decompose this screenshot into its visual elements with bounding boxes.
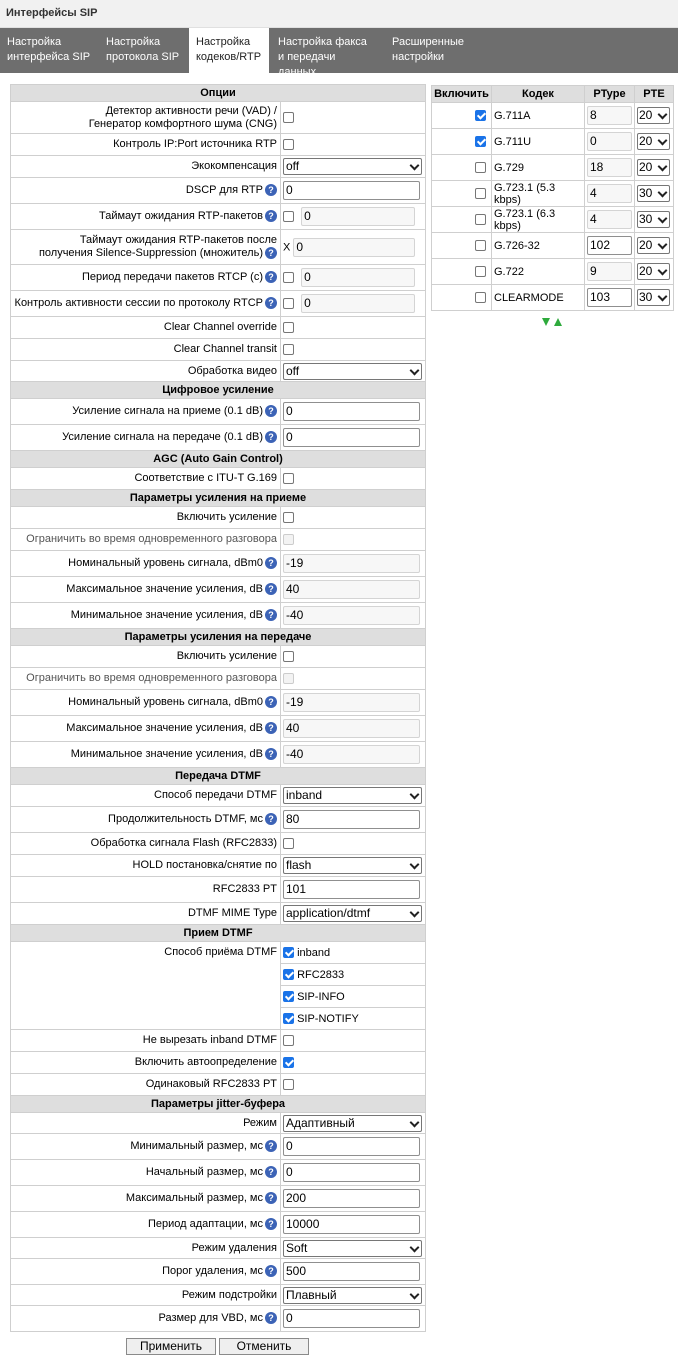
tx-min-label: Минимальное значение усиления, dB ? (11, 742, 281, 768)
echo-select[interactable]: off (283, 158, 422, 175)
no-cut-checkbox[interactable] (283, 1035, 294, 1046)
vbd-input[interactable]: 0 (283, 1309, 420, 1328)
digital-gain-header: Цифровое усиление (11, 382, 426, 399)
chevron-down-icon (658, 188, 668, 198)
rx-rfc2833-label: RFC2833 (297, 968, 345, 981)
rtcp-control-checkbox[interactable] (283, 298, 294, 309)
codec-pte-select[interactable]: 20 (637, 237, 670, 254)
video-select[interactable]: off (283, 363, 422, 380)
tab-advanced[interactable]: Расширенные настройки (392, 36, 464, 63)
agc-header: AGC (Auto Gain Control) (11, 451, 426, 468)
del-mode-label: Режим удаления (11, 1238, 281, 1259)
dtmf-method-label: Способ передачи DTMF (11, 785, 281, 807)
help-icon[interactable]: ? (265, 297, 277, 309)
codec-ptype-input[interactable]: 102 (587, 236, 632, 255)
jitter-mode-select[interactable]: Адаптивный (283, 1115, 422, 1132)
g169-label: Соответствие с ITU-T G.169 (11, 468, 281, 490)
jitter-adapt-label: Период адаптации, мс ? (11, 1212, 281, 1238)
rx-inband-label: inband (297, 946, 331, 959)
codec-pte-select[interactable]: 20 (637, 159, 670, 176)
rx-sipinfo-checkbox[interactable] (283, 991, 294, 1002)
chevron-down-icon (410, 1289, 420, 1299)
tx-nominal-input[interactable]: -19 (283, 693, 420, 712)
rx-sipinfo-label: SIP-INFO (297, 990, 345, 1003)
jitter-max-input[interactable]: 200 (283, 1189, 420, 1208)
codec-enable-checkbox[interactable] (475, 240, 486, 251)
cc-override-checkbox[interactable] (283, 322, 294, 333)
ipport-checkbox[interactable] (283, 139, 294, 150)
rtcp-period-input[interactable]: 0 (301, 268, 415, 287)
ipport-label: Контроль IP:Port источника RTP (11, 134, 281, 156)
apply-button[interactable]: Применить (126, 1338, 216, 1355)
tab-codecs-rtp[interactable]: Настройка кодеков/RTP (189, 28, 269, 73)
mime-label: DTMF MIME Type (11, 903, 281, 925)
rx-max-input[interactable]: 40 (283, 580, 420, 599)
chevron-down-icon (410, 161, 420, 171)
jitter-max-label: Максимальный размер, мс ? (11, 1186, 281, 1212)
mime-select[interactable]: application/dtmf (283, 905, 422, 922)
codec-ptype-input[interactable]: 8 (587, 106, 632, 125)
tx-limit-checkbox[interactable] (283, 673, 294, 684)
dscp-input[interactable]: 0 (283, 181, 420, 200)
codec-pte-select[interactable]: 30 (637, 211, 670, 228)
rx-inband-checkbox[interactable] (283, 947, 294, 958)
chevron-down-icon (410, 790, 420, 800)
codec-row (432, 259, 674, 285)
window-titlebar (0, 0, 678, 28)
help-icon[interactable]: ? (265, 1218, 277, 1230)
chevron-down-icon (658, 240, 668, 250)
help-icon[interactable]: ? (265, 696, 277, 708)
dtmf-tx-header: Передача DTMF (11, 768, 426, 785)
codec-name: G.726-32 (494, 239, 540, 252)
dtmf-rx-method-label: Способ приёма DTMF (11, 942, 281, 1030)
ss-timeout-label: Таймаут ожидания RTP-пакетов после получения Silence-Suppression (множитель) ? (11, 230, 281, 265)
tab-bar (0, 28, 678, 78)
del-mode-select[interactable]: Soft (283, 1240, 422, 1257)
jitter-min-input[interactable]: 0 (283, 1137, 420, 1156)
options-table (10, 84, 426, 1332)
help-icon[interactable]: ? (265, 247, 277, 259)
cc-override-label: Clear Channel override (11, 317, 281, 339)
codec-ptype-input[interactable]: 0 (587, 132, 632, 151)
col-enable: Включить (432, 86, 492, 103)
help-icon[interactable]: ? (265, 431, 277, 443)
tx-enable-label: Включить усиление (11, 646, 281, 668)
cc-transit-label: Clear Channel transit (11, 339, 281, 361)
codec-ptype-input[interactable]: 103 (587, 288, 632, 307)
codec-ptype-input[interactable]: 4 (587, 210, 632, 229)
help-icon[interactable]: ? (265, 184, 277, 196)
rx-limit-label: Ограничить во время одновременного разговора (11, 529, 281, 551)
rx-nominal-label: Номинальный уровень сигнала, dBm0 ? (11, 551, 281, 577)
chevron-down-icon (658, 266, 668, 276)
chevron-down-icon (410, 1117, 420, 1127)
rtcp-control-label: Контроль активности сессии по протоколу RTCP ? (11, 291, 281, 317)
jitter-init-input[interactable]: 0 (283, 1163, 420, 1182)
tx-limit-label: Ограничить во время одновременного разговора (11, 668, 281, 690)
help-icon[interactable]: ? (265, 1265, 277, 1277)
cc-transit-checkbox[interactable] (283, 344, 294, 355)
rx-min-label: Минимальное значение усиления, dB ? (11, 603, 281, 629)
codec-row (432, 155, 674, 181)
vad-checkbox[interactable] (283, 112, 294, 123)
rfc2833-pt-input[interactable]: 101 (283, 880, 420, 899)
rtp-timeout-input[interactable]: 0 (301, 207, 415, 226)
dtmf-method-select[interactable]: inband (283, 787, 422, 804)
codec-enable-checkbox[interactable] (475, 214, 486, 225)
codec-pte-select[interactable]: 20 (637, 133, 670, 150)
same-pt-label: Одинаковый RFC2833 PT (11, 1074, 281, 1096)
dtmf-duration-input[interactable]: 80 (283, 810, 420, 829)
chevron-down-icon (658, 136, 668, 146)
chevron-down-icon (410, 1242, 420, 1252)
help-icon[interactable]: ? (265, 1140, 277, 1152)
col-ptype: PType (585, 86, 635, 103)
rtcp-period-checkbox[interactable] (283, 272, 294, 283)
help-icon[interactable]: ? (265, 813, 277, 825)
codec-row (432, 207, 674, 233)
rx-nominal-input[interactable]: -19 (283, 554, 420, 573)
codec-row (432, 233, 674, 259)
ss-prefix: X (283, 240, 291, 253)
rfc2833-pt-label: RFC2833 PT (11, 877, 281, 903)
tx-gain-label: Усиление сигнала на передаче (0.1 dB) ? (11, 425, 281, 451)
no-cut-label: Не вырезать inband DTMF (11, 1030, 281, 1052)
rx-sipnotify-label: SIP-NOTIFY (297, 1012, 359, 1025)
codec-enable-checkbox[interactable] (475, 188, 486, 199)
help-icon[interactable]: ? (265, 583, 277, 595)
hold-select[interactable]: flash (283, 857, 422, 874)
codec-row (432, 129, 674, 155)
jitter-header: Параметры jitter-буфера (11, 1096, 426, 1113)
hold-label: HOLD постановка/снятие по (11, 855, 281, 877)
chevron-down-icon (658, 214, 668, 224)
chevron-down-icon (410, 860, 420, 870)
echo-label: Экокомпенсация (11, 156, 281, 178)
rx-gain-label: Усиление сигнала на приеме (0.1 dB) ? (11, 399, 281, 425)
tx-nominal-label: Номинальный уровень сигнала, dBm0 ? (11, 690, 281, 716)
jitter-min-label: Минимальный размер, мс ? (11, 1134, 281, 1160)
tx-enable-checkbox[interactable] (283, 651, 294, 662)
codec-name: G.722 (494, 265, 524, 278)
jitter-init-label: Начальный размер, мс ? (11, 1160, 281, 1186)
codecs-table (431, 85, 674, 311)
codec-pte-select[interactable]: 20 (637, 263, 670, 280)
rtcp-control-input[interactable]: 0 (301, 294, 415, 313)
g169-checkbox[interactable] (283, 473, 294, 484)
help-icon[interactable]: ? (265, 557, 277, 569)
rx-max-label: Максимальное значение усиления, dB ? (11, 577, 281, 603)
rx-gain-params-header: Параметры усиления на приеме (11, 490, 426, 507)
cancel-button[interactable]: Отменить (219, 1338, 309, 1355)
codec-pte-select[interactable]: 30 (637, 185, 670, 202)
codec-name: G.723.1 (6.3 kbps) (494, 207, 556, 232)
tab-sip-interface[interactable]: Настройка интерфейса SIP (7, 36, 91, 63)
same-pt-checkbox[interactable] (283, 1079, 294, 1090)
ss-timeout-input[interactable]: 0 (293, 238, 415, 257)
tx-gain-params-header: Параметры усиления на передаче (11, 629, 426, 646)
dtmf-rx-header: Прием DTMF (11, 925, 426, 942)
codec-row (432, 181, 674, 207)
autodetect-checkbox[interactable] (283, 1057, 294, 1068)
codec-name: G.711A (494, 109, 531, 122)
codec-enable-checkbox[interactable] (475, 136, 486, 147)
video-label: Обработка видео (11, 361, 281, 382)
chevron-down-icon (410, 365, 420, 375)
vbd-label: Размер для VBD, мс ? (11, 1306, 281, 1332)
codec-name: G.711U (494, 135, 532, 148)
tx-min-input[interactable]: -40 (283, 745, 420, 764)
col-pte: PTE (635, 86, 674, 103)
vad-label: Детектор активности речи (VAD) / Генератор комфортного шума (CNG) (11, 102, 281, 134)
rtcp-period-label: Период передачи пакетов RTCP (с) ? (11, 265, 281, 291)
chevron-down-icon (658, 162, 668, 172)
jitter-adapt-input[interactable]: 10000 (283, 1215, 420, 1234)
help-icon[interactable]: ? (265, 1166, 277, 1178)
chevron-down-icon (410, 908, 420, 918)
tx-max-label: Максимальное значение усиления, dB ? (11, 716, 281, 742)
chevron-down-icon (658, 110, 668, 120)
rx-enable-checkbox[interactable] (283, 512, 294, 523)
rx-gain-input[interactable]: 0 (283, 402, 420, 421)
del-thr-label: Порог удаления, мс ? (11, 1259, 281, 1285)
codec-name: CLEARMODE (494, 291, 564, 304)
codec-row (432, 103, 674, 129)
codec-ptype-input[interactable]: 4 (587, 184, 632, 203)
move-up-icon[interactable] (554, 318, 562, 326)
codec-pte-select[interactable]: 30 (637, 289, 670, 306)
tab-fax-data[interactable]: Настройка факса и передачи данных (278, 36, 367, 78)
window-title: Интерфейсы SIP (6, 7, 98, 19)
help-icon[interactable]: ? (265, 1192, 277, 1204)
dtmf-duration-label: Продолжительность DTMF, мс ? (11, 807, 281, 833)
rx-min-input[interactable]: -40 (283, 606, 420, 625)
help-icon[interactable]: ? (265, 609, 277, 621)
dscp-label: DSCP для RTP ? (11, 178, 281, 204)
help-icon[interactable]: ? (265, 722, 277, 734)
help-icon[interactable]: ? (265, 748, 277, 760)
help-icon[interactable]: ? (265, 405, 277, 417)
codec-enable-checkbox[interactable] (475, 266, 486, 277)
rtp-timeout-label: Таймаут ожидания RTP-пакетов ? (11, 204, 281, 230)
help-icon[interactable]: ? (265, 271, 277, 283)
tx-max-input[interactable]: 40 (283, 719, 420, 738)
tune-label: Режим подстройки (11, 1285, 281, 1306)
flash-checkbox[interactable] (283, 838, 294, 849)
tune-select[interactable]: Плавный (283, 1287, 422, 1304)
codec-enable-checkbox[interactable] (475, 162, 486, 173)
codec-row (432, 285, 674, 311)
codec-name: G.723.1 (5.3 kbps) (494, 181, 556, 206)
rx-limit-checkbox[interactable] (283, 534, 294, 545)
codec-enable-checkbox[interactable] (475, 292, 486, 303)
col-codec: Кодек (492, 86, 585, 103)
tx-gain-input[interactable]: 0 (283, 428, 420, 447)
flash-label: Обработка сигнала Flash (RFC2833) (11, 833, 281, 855)
jitter-mode-label: Режим (11, 1113, 281, 1134)
codec-ptype-input[interactable]: 18 (587, 158, 632, 177)
move-down-icon[interactable] (542, 318, 550, 326)
codec-enable-checkbox[interactable] (475, 110, 486, 121)
autodetect-label: Включить автоопределение (11, 1052, 281, 1074)
help-icon[interactable]: ? (265, 1312, 277, 1324)
codec-pte-select[interactable]: 20 (637, 107, 670, 124)
codec-name: G.729 (494, 161, 524, 174)
reorder-arrows (541, 316, 565, 328)
rtp-timeout-checkbox[interactable] (283, 211, 294, 222)
tab-sip-protocol[interactable]: Настройка протокола SIP (106, 36, 180, 63)
help-icon[interactable]: ? (265, 210, 277, 222)
options-header: Опции (11, 85, 426, 102)
del-thr-input[interactable]: 500 (283, 1262, 420, 1281)
rx-rfc2833-checkbox[interactable] (283, 969, 294, 980)
rx-sipnotify-checkbox[interactable] (283, 1013, 294, 1024)
codec-ptype-input[interactable]: 9 (587, 262, 632, 281)
chevron-down-icon (658, 292, 668, 302)
rx-enable-label: Включить усиление (11, 507, 281, 529)
